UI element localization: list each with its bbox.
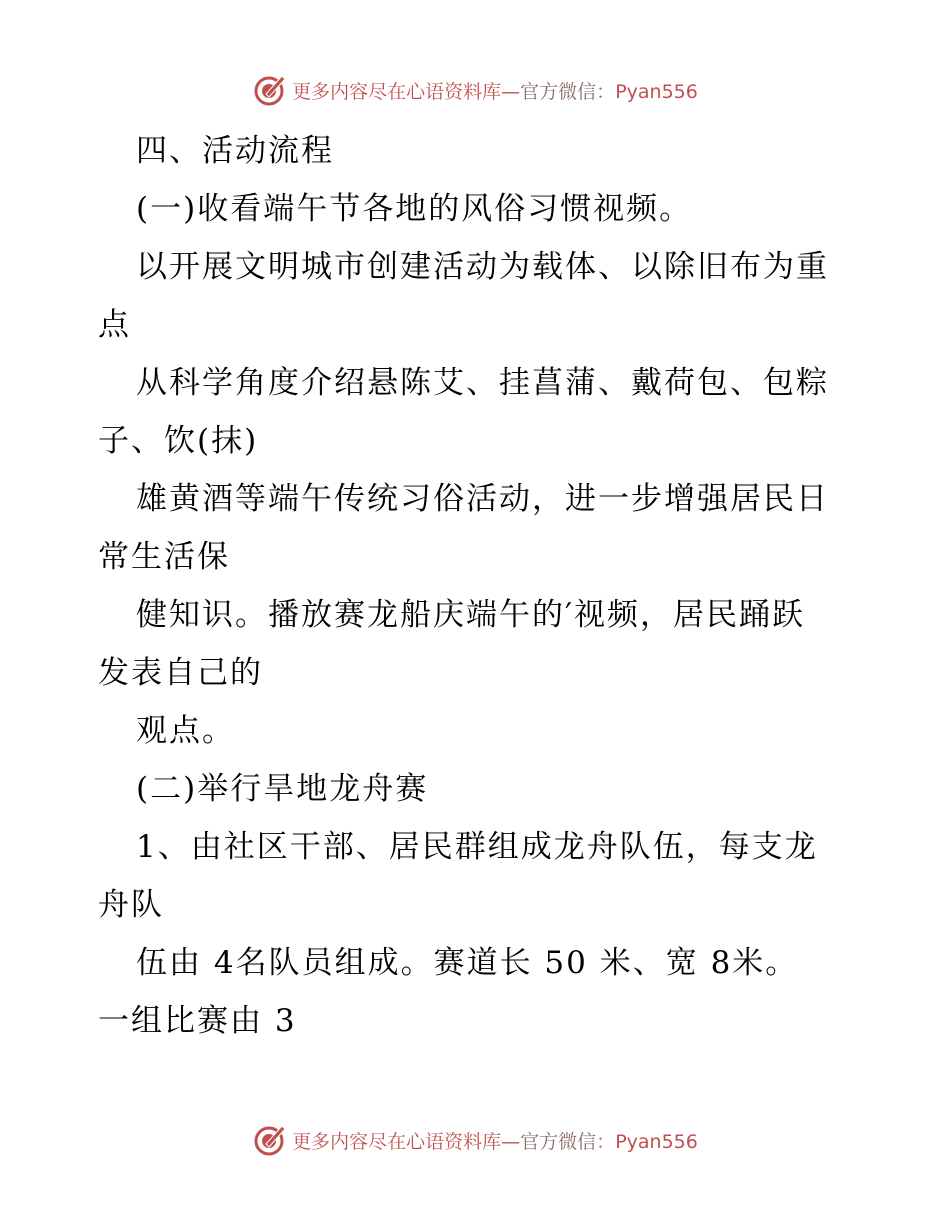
watermark-wechat-label: 官方微信： — [520, 1130, 616, 1153]
paragraph-line: 舟队 — [98, 887, 164, 923]
paragraph-line: 点 — [98, 307, 131, 343]
paragraph-line: 观点。 — [136, 713, 235, 749]
watermark-wechat-id: Pyan556 — [615, 80, 698, 103]
watermark-wechat-label: 官方微信： — [520, 80, 616, 103]
subsection-heading: (二)举行旱地龙舟赛 — [136, 771, 429, 807]
watermark-text — [292, 1127, 698, 1154]
paragraph-line: 健知识。播放赛龙船庆端午的′视频，居民踊跃 — [136, 597, 806, 633]
paragraph-line: 子、饮(抹) — [98, 423, 259, 459]
pen-logo-icon — [252, 1122, 288, 1158]
subsection-heading: (一)收看端午节各地的风俗习惯视频。 — [136, 191, 693, 227]
paragraph-line: 雄黄酒等端午传统习俗活动，进一步增强居民日 — [136, 481, 829, 517]
document-body — [98, 122, 858, 1050]
watermark-text — [292, 77, 698, 104]
watermark-wechat-id: Pyan556 — [615, 1130, 698, 1153]
paragraph-line: 一组比赛由 3 — [98, 1003, 297, 1039]
footer-watermark — [0, 1120, 950, 1160]
paragraph-line: 常生活保 — [98, 539, 230, 575]
paragraph-line: 发表自己的 — [98, 655, 263, 691]
paragraph-line: 1、由社区干部、居民群组成龙舟队伍，每支龙 — [136, 829, 818, 865]
pen-logo-icon — [252, 72, 288, 108]
watermark-site: 更多内容尽在心语资料库 — [292, 1130, 502, 1153]
paragraph-line: 以开展文明城市创建活动为载体、以除旧布为重 — [136, 249, 829, 285]
watermark-separator: — — [501, 80, 521, 103]
watermark-site: 更多内容尽在心语资料库 — [292, 80, 502, 103]
section-heading: 四、活动流程 — [136, 133, 334, 169]
paragraph-line: 伍由 4名队员组成。赛道长 50 米、宽 8米。 — [136, 945, 799, 981]
watermark-separator: — — [501, 1130, 521, 1153]
paragraph-line: 从科学角度介绍悬陈艾、挂菖蒲、戴荷包、包粽 — [136, 365, 829, 401]
header-watermark — [0, 70, 950, 110]
